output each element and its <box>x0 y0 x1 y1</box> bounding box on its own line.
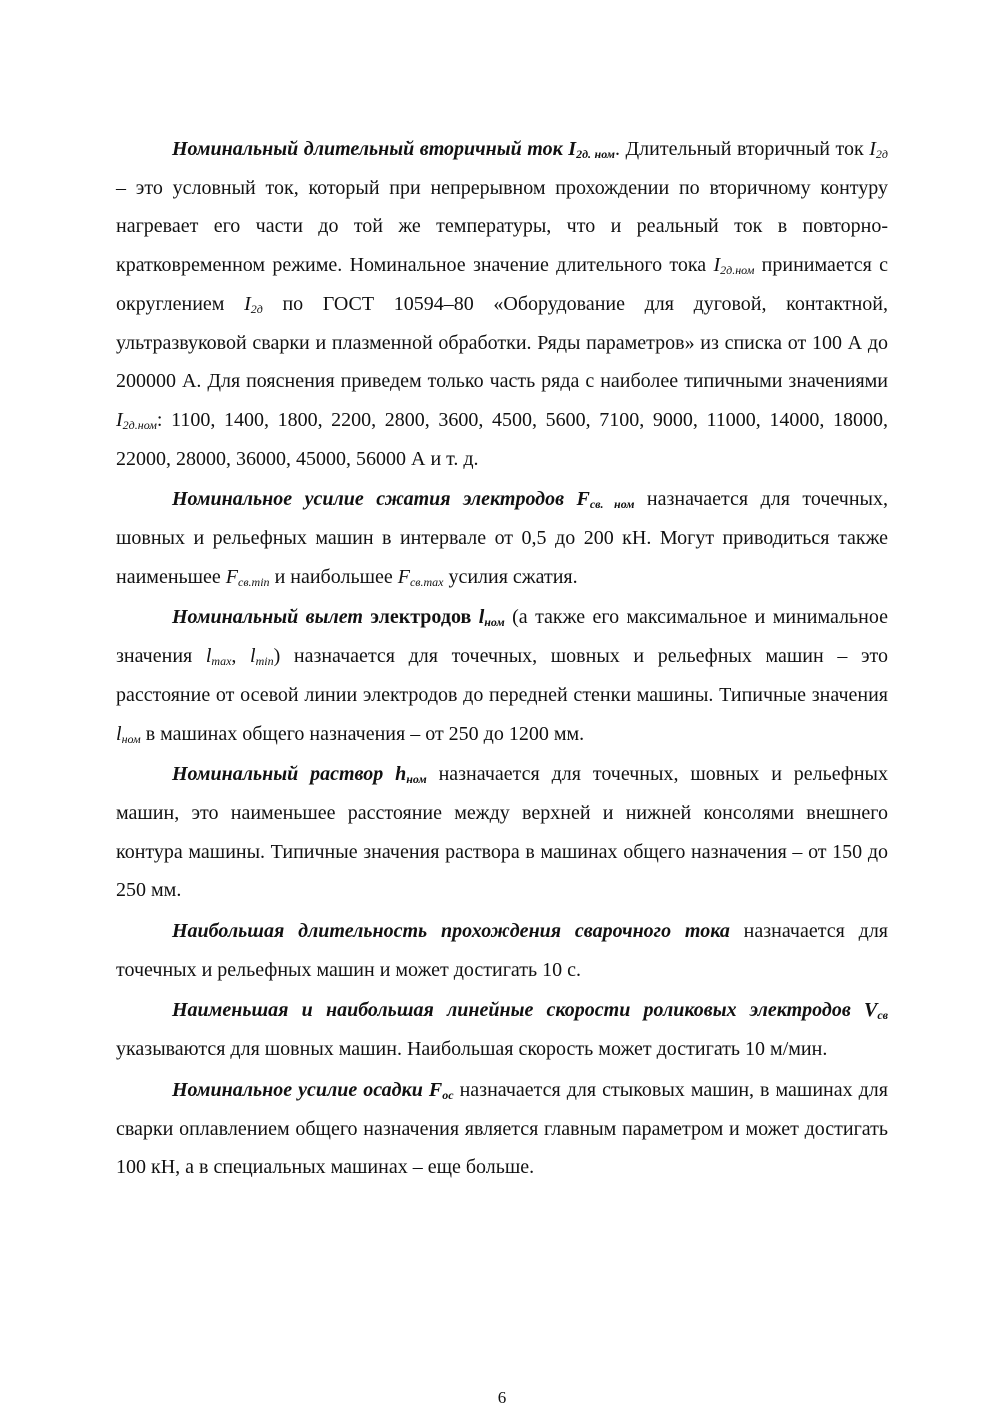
paragraph-text: и наибольшее <box>269 565 398 588</box>
paragraph-text: усилия сжатия. <box>443 565 578 588</box>
term-heading: Наибольшая длительность прохождения сварочного тока <box>172 920 730 943</box>
paragraph-text: принимается с округлением <box>116 254 888 315</box>
term-heading: Номинальный раствор <box>172 763 384 786</box>
paragraph-electrode-reach <box>116 598 888 753</box>
symbol: $l_{ном}$ <box>478 606 505 630</box>
paragraph-text: назначается для точечных, шовных и рельефных машин, это наименьшее расстояние между верхней и нижней консолями внешнего контура машины. Типичные значения раствора в машинах общего назначения – от 150 до 250 мм. <box>116 763 888 902</box>
paragraph-text: . Длительный вторичный ток <box>614 138 870 160</box>
symbol: $F_{св. ном}$ <box>576 488 635 512</box>
page-body <box>116 130 888 1189</box>
paragraph-secondary-current <box>116 130 888 478</box>
paragraph-text: , <box>231 645 251 668</box>
symbol: $l_{min}$ <box>250 645 274 669</box>
paragraph-text: – это условный ток, который при непрерывном прохождении по вторичному контуру нагревает его части до той же температуры, что и реальный ток в повторно-кратковременном режиме. Номинальное значение длительного тока <box>116 176 888 277</box>
page-number: 6 <box>497 1388 507 1407</box>
term-heading: Номинальное усилие сжатия электродов <box>172 488 565 511</box>
term-heading: Номинальный вылет <box>172 606 363 629</box>
symbol: $I_{2д}$ <box>244 292 263 316</box>
symbol: $l_{max}$ <box>205 645 232 669</box>
paragraph-max-duration <box>116 912 888 989</box>
paragraph-text: в машинах общего назначения – от 250 до 1200 мм. <box>140 722 585 745</box>
term-heading: Номинальный длительный вторичный ток <box>172 138 563 160</box>
paragraph-text: назначается для стыковых машин, в машинах для сварки оплавлением общего назначения является главным параметром и может достигать 100 кН, а в специальных машинах – еще больше. <box>116 1078 888 1179</box>
symbol: $F_{ос}$ <box>428 1078 454 1102</box>
paragraph-text: назначается для точечных, шовных и рельефных машин в интервале от 0,5 до 200 кН. Могут приводиться также наименьшее <box>116 488 888 588</box>
symbol: $l_{ном}$ <box>116 722 141 746</box>
paragraph-text: назначается для точечных и рельефных машин и может достигать 10 с. <box>116 920 888 981</box>
paragraph-throat-gap <box>116 755 888 910</box>
paragraph-text: по ГОСТ 10594–80 «Оборудование для дуговой, контактной, ультразвуковой сварки и плазменной обработки. Ряды параметров» из списка от 100 А до 200000 А. Для пояснения приведем только часть ряда с наиболее типичными значениями <box>116 292 889 393</box>
symbol: $V_{св}$ <box>863 999 888 1023</box>
symbol: $F_{св.max}$ <box>397 565 444 589</box>
term-heading: Наименьшая и наибольшая линейные скорости роликовых электродов <box>172 999 851 1022</box>
term-heading: Номинальное усилие осадки <box>172 1078 423 1101</box>
symbol: $h_{ном}$ <box>395 763 427 787</box>
paragraph-text: : 1100, 1400, 1800, 2200, 2800, 3600, 4500, 5600, 7100, 9000, 11000, 14000, 18000, 22000, 28000, 36000, 45000, 56000 А и т. д. <box>116 408 888 470</box>
paragraph-text: указываются для шовных машин. Наибольшая скорость может достигать 10 м/мин. <box>116 1038 828 1061</box>
symbol: $I_{2д}$ <box>869 138 888 161</box>
paragraph-text: (а также его максимальное и минимальное значения <box>116 606 888 668</box>
paragraph-roller-speed <box>116 991 888 1068</box>
symbol: $I_{2д. ном}$ <box>568 138 615 161</box>
symbol: $I_{2д.ном}$ <box>713 254 755 278</box>
paragraph-electrode-force <box>116 480 888 596</box>
symbol: $I_{2д.ном}$ <box>116 408 157 432</box>
paragraph-text: ) назначается для точечных, шовных и рельефных машин – это расстояние от осевой линии электродов до передней стенки машины. Типичные значения <box>116 645 888 706</box>
term-heading-plain: электродов <box>362 606 479 629</box>
paragraph-upset-force <box>116 1071 888 1187</box>
symbol: $F_{св.min}$ <box>225 565 270 589</box>
